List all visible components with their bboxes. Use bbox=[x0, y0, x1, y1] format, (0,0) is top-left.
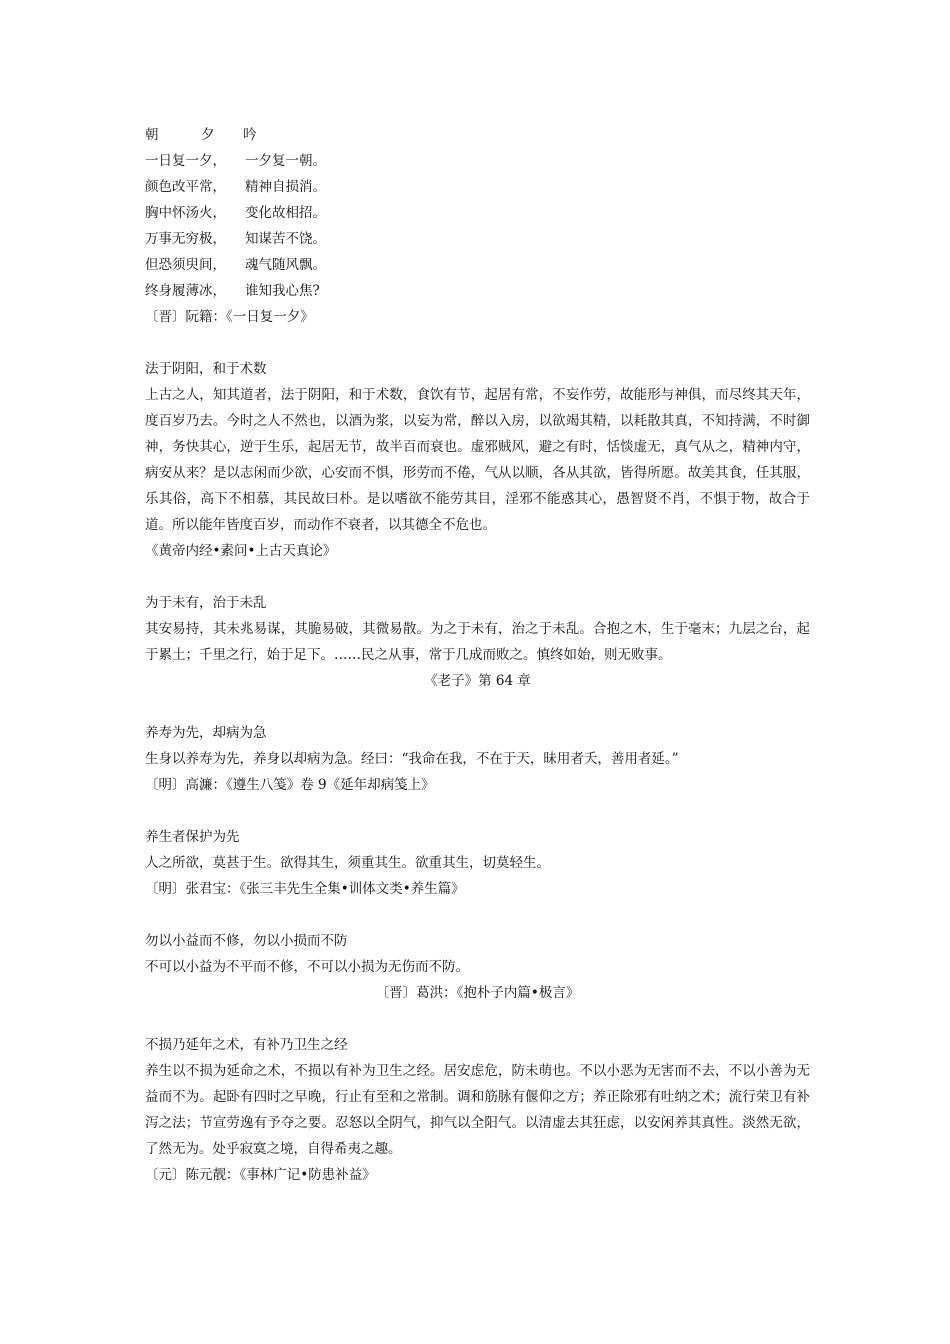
spacer bbox=[145, 1006, 810, 1032]
section-title: 勿以小益而不修，勿以小损而不防 bbox=[145, 933, 348, 949]
section-source: 〔明〕张君宝：《张三丰先生全集•训体文类•养生篇》 bbox=[145, 881, 465, 897]
poem-title-char: 朝 bbox=[145, 127, 159, 143]
section-body: 不可以小益为不平而不修，不可以小损为无伤而不防。 bbox=[145, 959, 469, 975]
section-source: 《老子》第 64 章 bbox=[424, 673, 531, 689]
section-source: 〔元〕陈元靓：《事林广记•防患补益》 bbox=[145, 1167, 376, 1183]
section-source: 〔晋〕葛洪：《抱朴子内篇•极言》 bbox=[375, 985, 580, 1001]
poem-line: 万事无穷极， 知谋苦不饶。 bbox=[145, 231, 326, 247]
section-title: 为于未有，治于未乱 bbox=[145, 595, 267, 611]
section-body: 养生以不损为延命之术，不损以有补为卫生之经。居安虑危，防未萌也。不以小恶为无害而不去，不以小善为无益而不为。起卧有四时之早晚，行止有至和之常制。调和筋脉有偃仰之方；养正除邪有吐纳之术；流行荣卫有补泻之法；节宣劳逸有予夺之要。忍怒以全阴气，抑气以全阳气。以清虚去其狂虑，以安闲养其真性。淡然无欲，了然无为。处乎寂寞之境，自得希夷之趣。 bbox=[145, 1063, 810, 1157]
poem-line: 但恐须臾间， 魂气随风飘。 bbox=[145, 257, 326, 273]
spacer bbox=[145, 798, 810, 824]
poem-line: 一日复一夕， 一夕复一朝。 bbox=[145, 153, 326, 169]
section-body: 生身以养寿为先，养身以却病为急。经曰：“我命在我，不在于天，昧用者夭，善用者延。” bbox=[145, 751, 679, 767]
poem-title bbox=[145, 122, 810, 148]
spacer bbox=[145, 694, 810, 720]
poem-title-char: 吟 bbox=[243, 127, 257, 143]
poem-line: 终身履薄冰， 谁知我心焦? bbox=[145, 283, 320, 299]
section-source: 《黄帝内经•素问•上古天真论》 bbox=[145, 543, 337, 559]
section-title: 不损乃延年之术，有补乃卫生之经 bbox=[145, 1037, 348, 1053]
section-body: 上古之人，知其道者，法于阴阳，和于术数，食饮有节，起居有常，不妄作劳，故能形与神俱，而尽终其天年，度百岁乃去。今时之人不然也，以酒为浆，以妄为常，醉以入房，以欲竭其精，以耗散其真，不知持满，不时御神，务快其心，逆于生乐，起居无节，故半百而衰也。虚邪贼风，避之有时，恬惔虚无，真气从之，精神内守，病安从来？是以志闲而少欲，心安而不惧，形劳而不倦，气从以顺，各从其欲，皆得所愿。故美其食，任其服，乐其俗，高下不相慕，其民故曰朴。是以嗜欲不能劳其目，淫邪不能惑其心，愚智贤不肖，不惧于物，故合于道。所以能年皆度百岁，而动作不衰者，以其德全不危也。 bbox=[145, 387, 810, 533]
section-title: 养生者保护为先 bbox=[145, 829, 240, 845]
spacer bbox=[145, 330, 810, 356]
spacer bbox=[145, 902, 810, 928]
section-title: 法于阴阳，和于术数 bbox=[145, 361, 267, 377]
poem-line: 颜色改平常， 精神自损消。 bbox=[145, 179, 326, 195]
spacer bbox=[145, 564, 810, 590]
poem-source: 〔晋〕阮籍：《一日复一夕》 bbox=[145, 309, 314, 325]
poem-line: 胸中怀汤火， 变化故相招。 bbox=[145, 205, 326, 221]
section-title: 养寿为先，却病为急 bbox=[145, 725, 267, 741]
section-body: 人之所欲，莫甚于生。欲得其生，须重其生。欲重其生，切莫轻生。 bbox=[145, 855, 550, 871]
section-source: 〔明〕高濂：《遵生八笺》卷 9《延年却病笺上》 bbox=[145, 777, 435, 793]
document-page bbox=[145, 122, 810, 1188]
poem-title-char: 夕 bbox=[201, 127, 215, 143]
section-body: 其安易持，其未兆易谋，其脆易破，其微易散。为之于未有，治之于未乱。合抱之木，生于毫末；九层之台，起于累土；千里之行，始于足下。……民之从事，常于几成而败之。慎终如始，则无败事。 bbox=[145, 621, 810, 663]
